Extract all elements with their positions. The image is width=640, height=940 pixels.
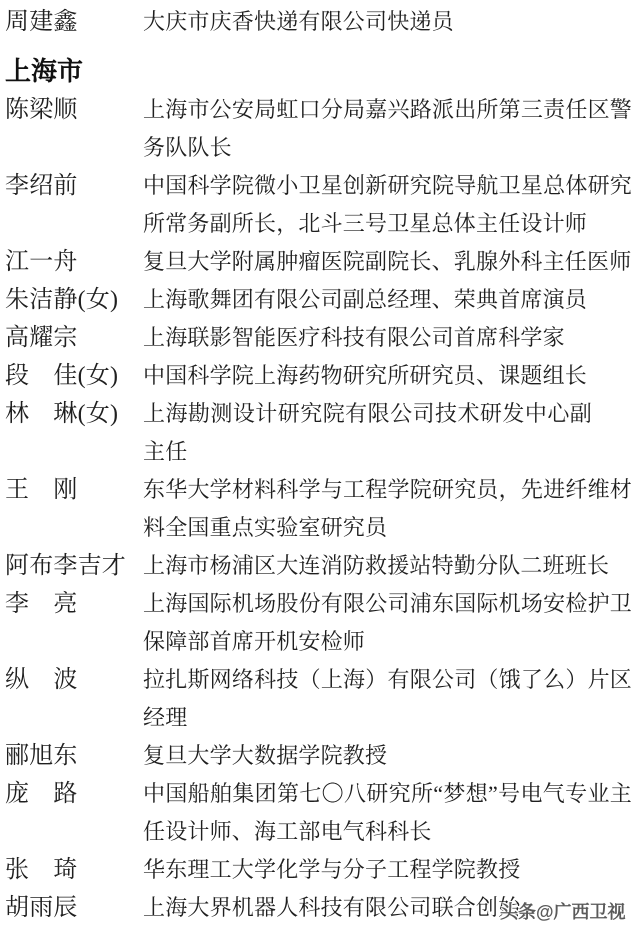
person-description: 上海市公安局虹口分局嘉兴路派出所第三责任区警务队队长 — [143, 97, 632, 160]
person-name: 李绍前 — [5, 173, 78, 199]
person-name: 李 亮 — [5, 591, 78, 617]
person-name: 郦旭东 — [5, 743, 78, 769]
person-description: 中国科学院微小卫星创新研究院导航卫星总体研究所常务副所长，北斗三号卫星总体主任设计师 — [143, 173, 632, 236]
person-description: 大庆市庆香快递有限公司快递员 — [143, 9, 454, 34]
person-name: 纵 波 — [5, 667, 78, 693]
person-description: 华东理工大学化学与分子工程学院教授 — [143, 857, 521, 882]
person-description: 上海市杨浦区大连消防救援站特勤分队二班班长 — [143, 553, 610, 578]
person-description: 上海国际机场股份有限公司浦东国际机场安检护卫保障部首席开机安检师 — [143, 591, 632, 654]
watermark: 头条@广西卫视 — [500, 902, 626, 922]
honoree-list — [5, 91, 632, 927]
list-entry — [5, 775, 632, 851]
person-name: 庞 路 — [5, 781, 78, 807]
person-description: 上海歌舞团有限公司副总经理、荣典首席演员 — [143, 287, 588, 312]
person-name: 朱洁静(女) — [5, 287, 119, 313]
list-entry — [5, 851, 632, 889]
person-name: 段 佳(女) — [5, 363, 119, 389]
person-name: 周建鑫 — [5, 9, 78, 35]
list-entry — [5, 547, 632, 585]
person-description: 上海大界机器人科技有限公司联合创始 — [143, 895, 521, 920]
person-description: 复旦大学大数据学院教授 — [143, 743, 388, 768]
person-description: 拉扎斯网络科技（上海）有限公司（饿了么）片区经理 — [143, 667, 632, 730]
list-entry — [5, 281, 632, 319]
person-description: 复旦大学附属肿瘤医院副院长、乳腺外科主任医师 — [143, 249, 632, 274]
list-entry — [5, 585, 632, 661]
list-entry — [5, 243, 632, 281]
person-description: 东华大学材料科学与工程学院研究员，先进纤维材料全国重点实验室研究员 — [143, 477, 632, 540]
list-entry — [5, 737, 632, 775]
person-description: 中国船舶集团第七〇八研究所“梦想”号电气专业主任设计师、海工部电气科科长 — [143, 781, 632, 844]
person-name: 高耀宗 — [5, 325, 78, 351]
person-name: 江一舟 — [5, 249, 78, 275]
person-description: 中国科学院上海药物研究所研究员、课题组长 — [143, 363, 588, 388]
list-entry — [5, 319, 632, 357]
list-entry — [5, 471, 632, 547]
list-entry — [5, 167, 632, 243]
person-name: 林 琳(女) — [5, 401, 119, 427]
list-entry — [5, 661, 632, 737]
person-name: 王 刚 — [5, 477, 78, 503]
person-name: 胡雨辰 — [5, 895, 78, 921]
person-description: 上海勘测设计研究院有限公司技术研发中心副主任 — [143, 401, 592, 464]
person-name: 阿布李吉才 — [5, 553, 126, 579]
list-entry — [5, 357, 632, 395]
list-entry — [5, 3, 632, 41]
list-entry — [5, 395, 632, 471]
section-header: 上海市 — [5, 56, 84, 86]
list-entry — [5, 91, 632, 167]
person-description: 上海联影智能医疗科技有限公司首席科学家 — [143, 325, 565, 350]
person-name: 张 琦 — [5, 857, 78, 883]
person-name: 陈梁顺 — [5, 97, 78, 123]
